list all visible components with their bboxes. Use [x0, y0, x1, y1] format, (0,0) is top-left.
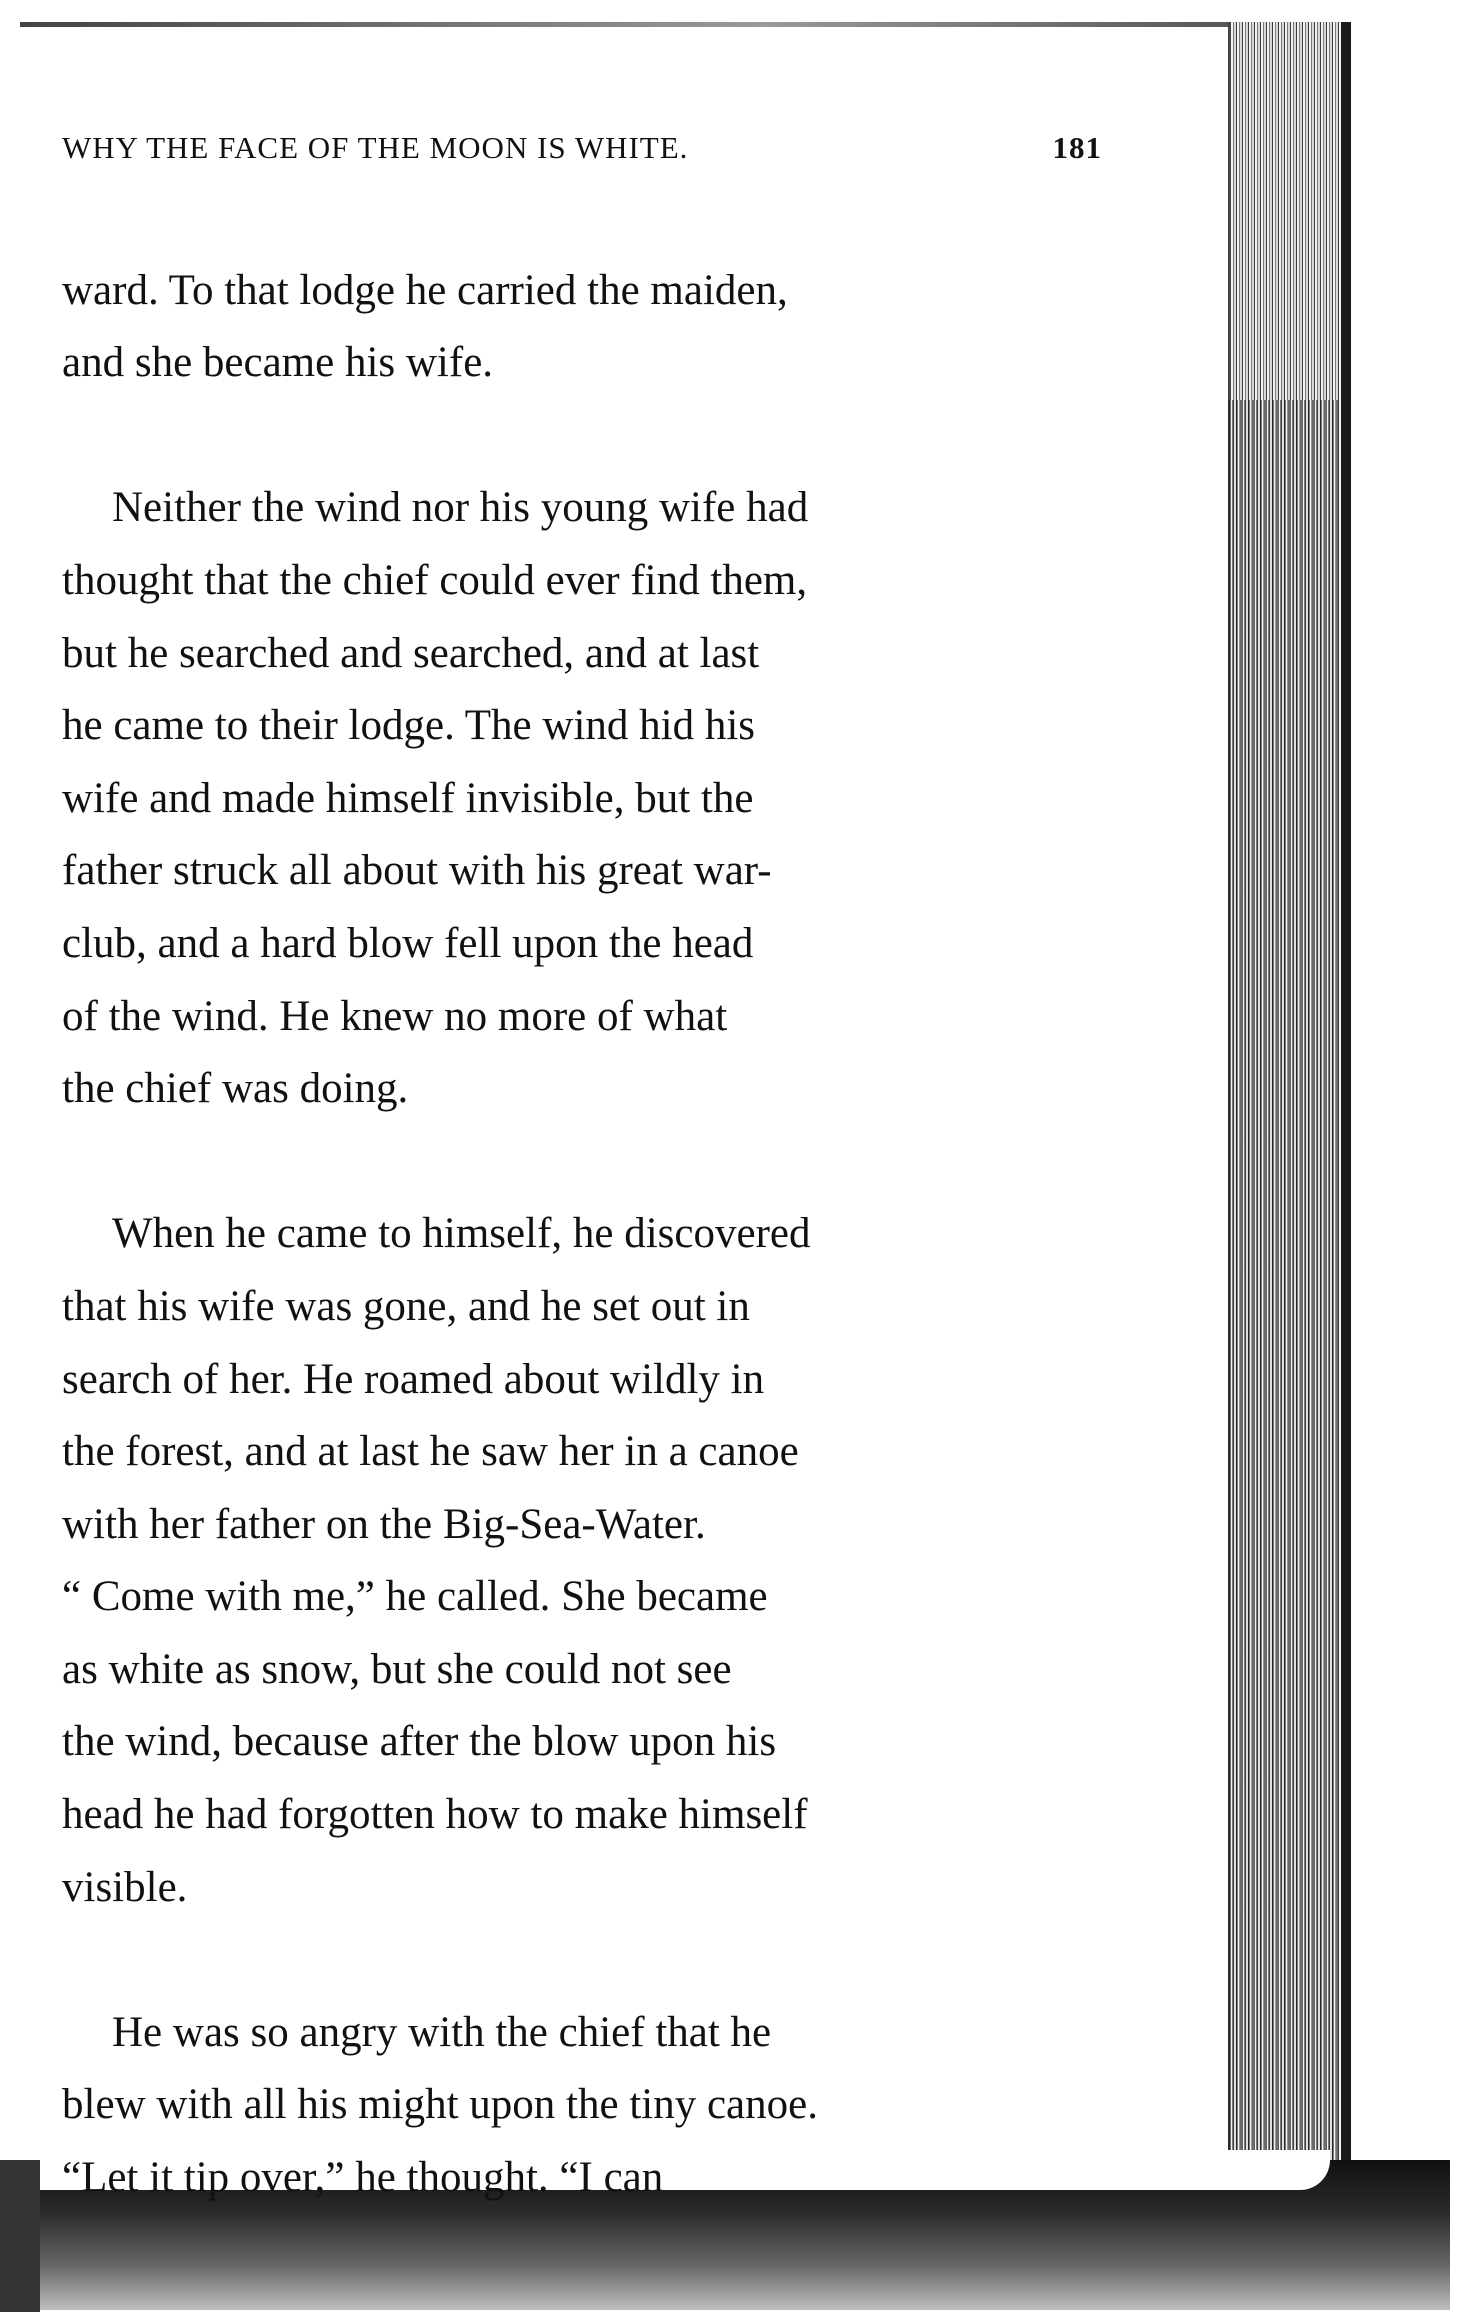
- book-left-shadow: [0, 2160, 40, 2312]
- body-text: [62, 182, 1102, 2287]
- page-top-edge: [20, 22, 1260, 27]
- running-head: [62, 130, 1102, 166]
- page-number: 181: [1052, 130, 1102, 165]
- paragraph-3: When he came to himself, he discovered that his wife was gone, and he set out in search of her. He roamed about wildly in the forest, and at last he saw her in a canoe with her father on the Big-Sea-Water. “ Come with me,” he called. She became as white as snow, but she could not see the wind, because after the blow upon his head he had forgotten how to make himself visible.: [62, 1210, 811, 1911]
- paragraph-4: He was so angry with the chief that he blew with all his might upon the tiny canoe. “Let it tip over,” he thought. “I can: [62, 2008, 818, 2202]
- page-content: [62, 130, 1102, 2287]
- running-title: WHY THE FACE OF THE MOON IS WHITE.: [62, 130, 689, 165]
- paragraph-2: Neither the wind nor his young wife had thought that the chief could ever find them, but he searched and searched, and at last he came to their lodge. The wind hid his wife and made himself invisible, but the father struck all about with his great war- club, and a hard blow fell upon the head of the wind. He knew no more of what the chief was doing.: [62, 484, 809, 1113]
- book-page-edges-shadow: [1228, 400, 1338, 2180]
- paragraph-1: ward. To that lodge he carried the maiden, and she became his wife.: [62, 266, 788, 387]
